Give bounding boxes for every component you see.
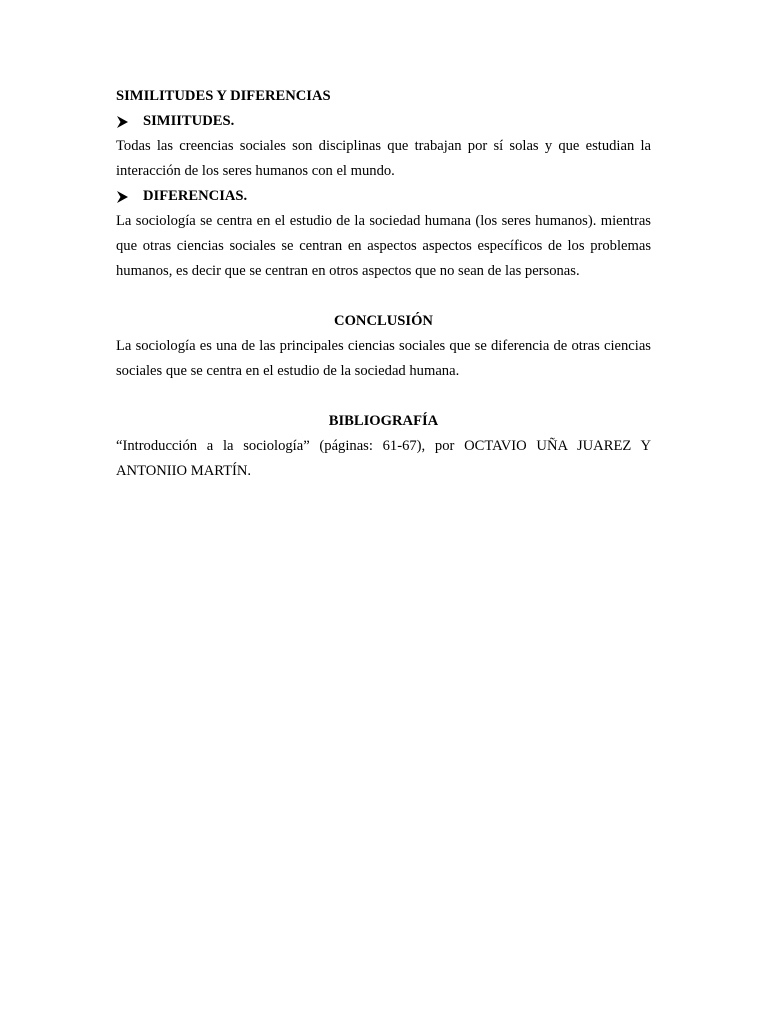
conclusion-title: CONCLUSIÓN: [334, 313, 433, 329]
spacer: [116, 384, 651, 409]
bibliografia-title: BIBLIOGRAFÍA: [328, 413, 439, 429]
similitudes-heading: [116, 109, 651, 134]
spacer: [116, 284, 651, 309]
bibliografia-entry: “Introducción a la sociología” (páginas: 61-67), por OCTAVIO UÑA JUAREZ Y ANTONIIO MARTÍN.: [116, 438, 651, 479]
section-title: SIMILITUDES Y DIFERENCIAS: [116, 88, 331, 104]
diferencias-paragraph: La sociología se centra en el estudio de la sociedad humana (los seres humanos). mientras que otras ciencias sociales se centran en aspectos aspectos específicos de los problemas humanos, es decir que se centran en otros aspectos que no sean de las personas.: [116, 213, 651, 279]
conclusion-paragraph: La sociología es una de las principales ciencias sociales que se diferencia de otras ciencias sociales que se centra en el estudio de la sociedad humana.: [116, 338, 651, 379]
arrowhead-bullet-icon: [116, 191, 143, 203]
similitudes-label: SIMIITUDES.: [143, 113, 235, 129]
similitudes-paragraph: Todas las creencias sociales son disciplinas que trabajan por sí solas y que estudian la interacción de los seres humanos con el mundo.: [116, 138, 651, 179]
diferencias-label: DIFERENCIAS.: [143, 188, 248, 204]
document-page: [116, 84, 651, 484]
arrowhead-bullet-icon: [116, 116, 143, 128]
diferencias-heading: [116, 184, 651, 209]
